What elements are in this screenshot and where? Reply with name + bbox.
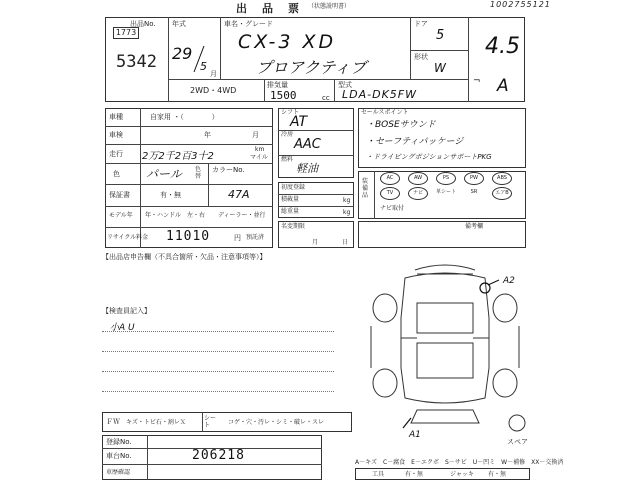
sales-point-2: ・セーフティパッケージ [366,137,464,147]
recycle-unit: 円 [234,234,241,242]
warranty-label: 保証書 [109,191,130,199]
color-value: パール [146,167,182,181]
type-value: LDA-DK5FW [342,88,417,101]
color-number-label: カラーNo. [212,166,245,174]
spare-label: スペア [507,438,528,446]
equipment-label: 装備品 [362,178,369,199]
fw-label: ＦＷ [106,418,120,426]
dealer-options: ディーラー・並行 [218,212,266,219]
recycle-status: 預託済 [246,234,265,241]
equip-ac: AC [380,172,400,185]
score-tick: ¬ [473,76,481,86]
chassis-label: 車台No. [106,452,132,460]
model-grade: プロアクティブ [256,58,367,77]
serial-number: 1002755121 [490,0,551,9]
fuel-label: 燃料 [281,156,294,163]
month-unit: 月 [210,70,217,78]
shape-label: 形状 [414,53,428,61]
drive-label: 2WD・4WD [190,86,237,95]
lot-number: 5342 [116,52,157,72]
mileage-unit-mile: マイル [250,154,268,161]
warranty-options: 有・無 [160,191,181,199]
model-year-label: モデル年 [109,212,133,219]
year-value: 29 [172,44,193,63]
damage-mark-a1: A1 [409,430,421,440]
damage-mark-a2: A2 [503,276,515,286]
color-label: 色 [113,170,120,178]
remarks-block [358,221,526,248]
score-value: 4.5 [485,34,520,59]
tools-label: 工具 [372,471,385,478]
equip-navi-note: ナビ取付 [380,205,405,212]
first-reg-label: 初度登録 [281,184,306,191]
lot-label: 出品No. [130,20,156,28]
damage-legend: A－キズ C－腐食 E－エクボ S－サビ U－凹ミ W－補修 XX－交換済 [355,459,564,466]
fw-text: キズ・トビ石・割レＸ [126,419,186,426]
inspection-label: 車検 [109,131,123,139]
inspection-year: 年 [204,131,211,139]
displacement-unit: cc [322,94,330,102]
ac-label: 冷房 [281,131,294,138]
recycle-label: リサイクル料金 [107,234,149,241]
doors-label: ドア [414,20,428,28]
sales-point-1: ・BOSEサウンド [366,120,436,130]
equip-pw: PW [464,172,484,185]
equip-leather: 革シート [436,189,457,195]
ac-value: AAC [294,137,321,152]
form-title: 出 品 票 [236,2,301,15]
name-change-month: 月 [312,239,319,246]
equip-ps: PS [436,172,456,185]
sales-points-label: セールスポイント [361,109,409,116]
vehicle-class-label: 車種 [109,113,123,121]
shift-label: シフト [281,109,300,116]
seat-label: シート [204,415,217,429]
history-label: 車歴確認 [106,469,131,476]
model-year-options: 年・ハンドル 左・右 [145,212,206,219]
load-unit: kg [343,197,351,204]
displacement-value: 1500 [270,89,297,102]
seat-text: コゲ・穴・汚レ・シミ・破レ・スレ [228,419,325,426]
color-change-note: 色替 [195,166,202,180]
sales-point-3: ・ドライビングポジションサポートPKG [366,153,492,161]
equip-navi: ナビ [408,187,428,200]
equip-tv: TV [380,187,400,200]
type-label: 型式 [338,81,352,89]
fuel-value: 軽油 [296,162,318,175]
color-code-value: 47A [228,188,250,201]
reg-label: 登録No. [106,438,132,446]
chassis-value: 206218 [192,448,245,463]
mileage-label: 走行 [109,150,123,158]
shape-value: W [434,61,446,75]
year-label: 年式 [172,20,186,28]
name-change-day: 日 [342,239,349,246]
load-label: 積載量 [281,196,300,203]
inspector-label: 【検査員記入】 [102,307,151,315]
lot-code-box: 1773 [113,27,139,39]
mileage-unit-km: km [255,146,265,153]
equip-sr: SR [470,189,478,195]
total-weight-unit: kg [343,209,351,216]
name-change-label: 名変期限 [281,223,306,230]
equip-aw: AW [408,172,428,185]
model-label: 車名・グレード [224,20,273,28]
equip-airbag: エアB [492,187,512,200]
displacement-label: 排気量 [267,81,288,89]
jack-options: 有・無 [488,471,507,478]
inspection-month: 月 [252,131,259,139]
vehicle-class-value: 自家用 ・（ ） [150,113,219,121]
remarks-label: 備考欄 [465,223,484,230]
mileage-value: 2万2千2百3十2 [142,151,214,162]
model-name: CX-3 XD [238,31,337,53]
year-slash [192,44,206,74]
year-month: 5 [200,60,207,73]
equip-abs: ABS [492,172,512,185]
interior-grade: A [497,76,509,96]
jack-label: ジャッキ [450,471,474,478]
total-weight-label: 総重量 [281,208,300,215]
doors-value: 5 [436,28,445,43]
car-damage-diagram [355,258,535,448]
tools-options: 有・無 [405,471,424,478]
seller-notes-header: 【出品店申告欄（不具合箇所・欠品・注意事項等）】 [102,253,267,261]
inspector-note: 小A U [110,323,135,333]
recycle-value: 11010 [166,229,211,244]
form-subtitle: （状態説明書） [308,3,351,10]
shift-value: AT [290,114,308,130]
